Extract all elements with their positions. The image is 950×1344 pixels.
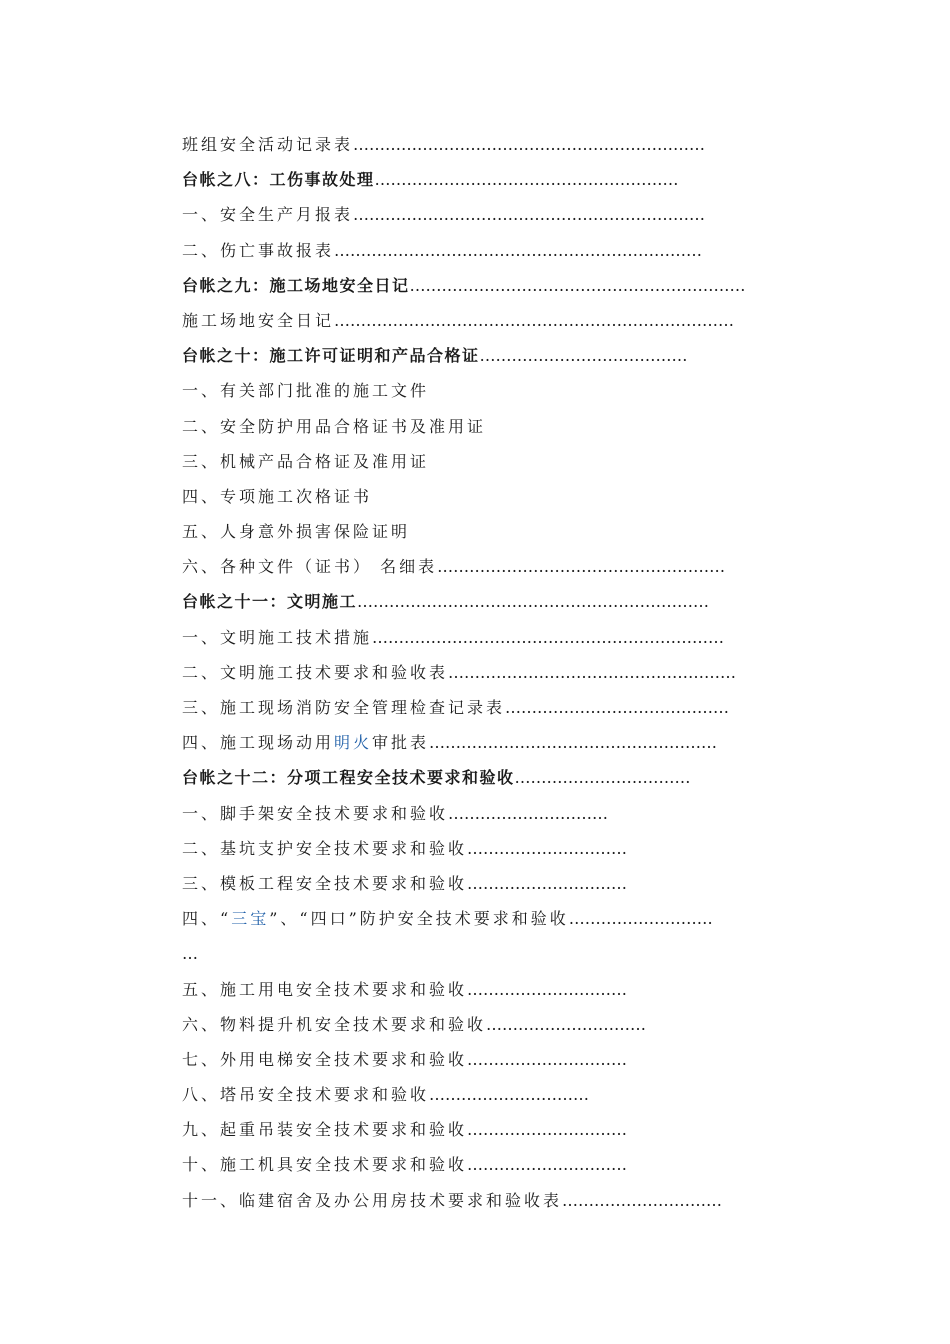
toc-section-heading: 台帐之十：施工许可证明和产品合格证…………………………………: [182, 346, 688, 366]
toc-line: 七、外用电梯安全技术要求和验收…………………………: [182, 1049, 628, 1069]
highlighted-term-link[interactable]: 三宝: [231, 909, 270, 929]
toc-section-heading: 台帐之八：工伤事故处理…………………………………………………: [182, 170, 679, 190]
toc-line: 三、机械产品合格证及准用证: [182, 451, 430, 471]
toc-section-heading: 台帐之十一：文明施工…………………………………………………………: [182, 592, 710, 612]
toc-line: 施工场地安全日记…………………………………………………………………: [182, 310, 735, 330]
toc-line: 四、“三宝”、“四口”防护安全技术要求和验收………………………: [182, 909, 713, 929]
toc-line: 二、安全防护用品合格证书及准用证: [182, 416, 487, 436]
table-of-contents: [182, 127, 782, 1218]
toc-line: 二、基坑支护安全技术要求和验收…………………………: [182, 838, 628, 858]
toc-line: 五、施工用电安全技术要求和验收…………………………: [182, 979, 628, 999]
toc-line: 六、各种文件（证书） 名细表………………………………………………: [182, 557, 726, 577]
toc-line: 班组安全活动记录表…………………………………………………………: [182, 135, 706, 154]
toc-line: 五、人身意外损害保险证明: [182, 522, 411, 542]
toc-line: 一、文明施工技术措施…………………………………………………………: [182, 627, 725, 647]
toc-section-heading: 台帐之十二：分项工程安全技术要求和验收……………………………: [182, 768, 691, 788]
toc-line: 三、模板工程安全技术要求和验收…………………………: [182, 873, 628, 893]
toc-line: 十、施工机具安全技术要求和验收…………………………: [182, 1155, 628, 1175]
toc-line: 一、脚手架安全技术要求和验收…………………………: [182, 803, 609, 823]
toc-line: 四、施工现场动用明火审批表………………………………………………: [182, 733, 718, 753]
toc-line: 一、有关部门批准的施工文件: [182, 381, 430, 401]
toc-line: 六、物料提升机安全技术要求和验收…………………………: [182, 1014, 647, 1034]
toc-line: 二、伤亡事故报表……………………………………………………………: [182, 240, 703, 260]
toc-line: 八、塔吊安全技术要求和验收…………………………: [182, 1085, 590, 1105]
toc-line: 九、起重吊装安全技术要求和验收…………………………: [182, 1120, 628, 1140]
toc-line: 二、文明施工技术要求和验收表………………………………………………: [182, 662, 737, 682]
toc-section-heading: 台帐之九：施工场地安全日记………………………………………………………: [182, 275, 746, 295]
toc-line: 三、施工现场消防安全管理检查记录表……………………………………: [182, 698, 730, 717]
toc-line: 十一、临建宿舍及办公用房技术要求和验收表…………………………: [182, 1190, 723, 1210]
highlighted-term-link[interactable]: 明火: [334, 733, 373, 753]
toc-line: 一、安全生产月报表…………………………………………………………: [182, 205, 706, 225]
toc-line: 四、专项施工次格证书: [182, 486, 373, 506]
toc-line-continuation: …: [182, 944, 198, 964]
